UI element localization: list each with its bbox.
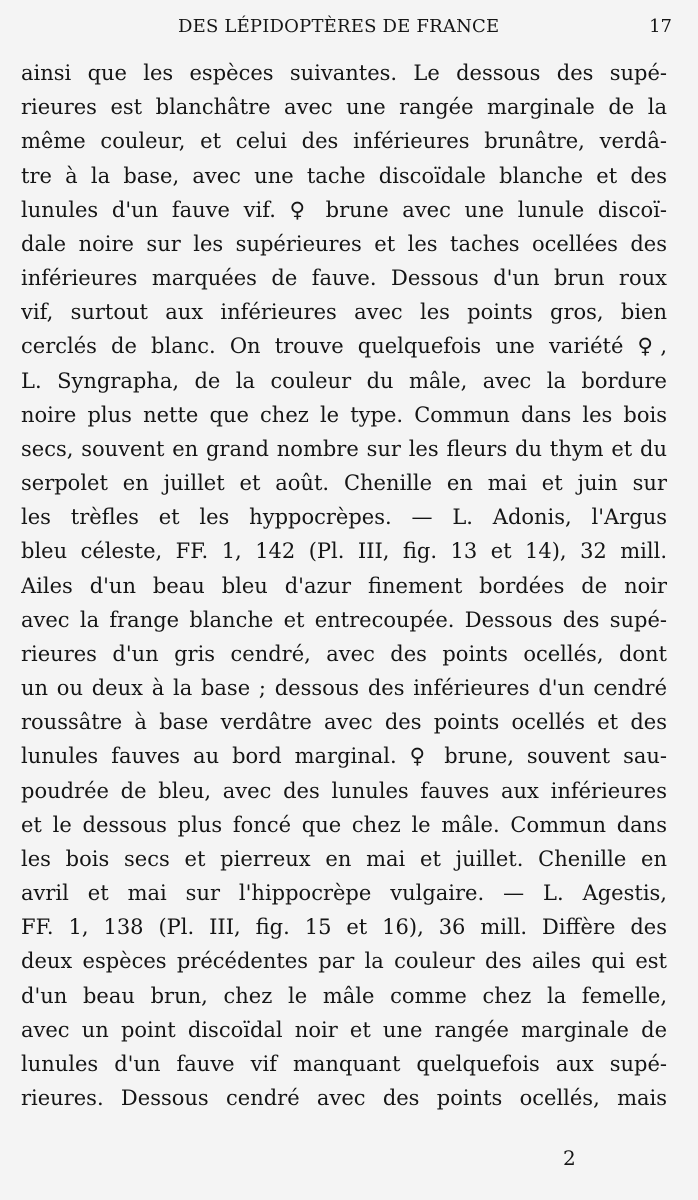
text-line: FF. 1, 138 (Pl. III, fig. 15 et 16), 36 mill. Diffère des — [21, 915, 667, 940]
signature-mark: 2 — [563, 1146, 576, 1170]
text-line: secs, souvent en grand nombre sur les fleurs du thym et du — [21, 436, 667, 461]
text-line: lunules d'un fauve vif manquant quelquefois aux supé- — [21, 1051, 667, 1076]
text-line: roussâtre à base verdâtre avec des points ocellés et des — [21, 710, 667, 735]
text-line: serpolet en juillet et août. Chenille en mai et juin sur — [21, 471, 667, 496]
page-header — [0, 16, 698, 46]
text-line: bleu céleste, FF. 1, 142 (Pl. III, fig. 13 et 14), 32 mill. — [21, 539, 667, 564]
text-line: dale noire sur les supérieures et les taches ocellées des — [21, 231, 667, 256]
text-line: vif, surtout aux inférieures avec les points gros, bien — [21, 300, 667, 325]
text-line: d'un beau brun, chez le mâle comme chez la femelle, — [21, 983, 667, 1008]
text-line: Ailes d'un beau bleu d'azur finement bordées de noir — [21, 573, 667, 598]
text-line: rieures d'un gris cendré, avec des points ocellés, dont — [21, 641, 667, 666]
text-line: les bois secs et pierreux en mai et juillet. Chenille en — [21, 846, 667, 871]
text-line: même couleur, et celui des inférieures brunâtre, verdâ- — [21, 129, 667, 154]
text-line: inférieures marquées de fauve. Dessous d'un brun roux — [21, 266, 667, 291]
text-line: L. Syngrapha, de la couleur du mâle, avec la bordure — [21, 368, 667, 393]
text-line: poudrée de bleu, avec des lunules fauves aux inférieures — [21, 778, 667, 803]
text-line: lunules d'un fauve vif. ♀ brune avec une lunule discoï- — [21, 197, 667, 222]
text-line: cerclés de blanc. On trouve quelquefois une variété ♀, — [21, 334, 667, 359]
text-line: noire plus nette que chez le type. Commun dans les bois — [21, 402, 667, 427]
text-line: lunules fauves au bord marginal. ♀ brune, souvent sau- — [21, 744, 667, 769]
text-line: les trèfles et les hyppocrèpes. — L. Adonis, l'Argus — [21, 505, 667, 530]
text-line: avril et mai sur l'hippocrèpe vulgaire. — L. Agestis, — [21, 881, 667, 906]
text-line: et le dessous plus foncé que chez le mâle. Commun dans — [21, 812, 667, 837]
body-text — [21, 56, 667, 1115]
running-title: DES LÉPIDOPTÈRES DE FRANCE — [178, 16, 500, 37]
text-line: un ou deux à la base ; dessous des inférieures d'un cendré — [21, 676, 667, 701]
text-line: avec un point discoïdal noir et une rangée marginale de — [21, 1017, 667, 1042]
text-line: rieures est blanchâtre avec une rangée marginale de la — [21, 95, 667, 120]
text-line: rieures. Dessous cendré avec des points ocellés, mais — [21, 1086, 667, 1111]
text-line: tre à la base, avec une tache discoïdale blanche et des — [21, 163, 667, 188]
page-number: 17 — [649, 16, 672, 37]
text-line: avec la frange blanche et entrecoupée. Dessous des supé- — [21, 607, 667, 632]
text-line: deux espèces précédentes par la couleur des ailes qui est — [21, 949, 667, 974]
text-line: ainsi que les espèces suivantes. Le dessous des supé- — [21, 61, 667, 85]
